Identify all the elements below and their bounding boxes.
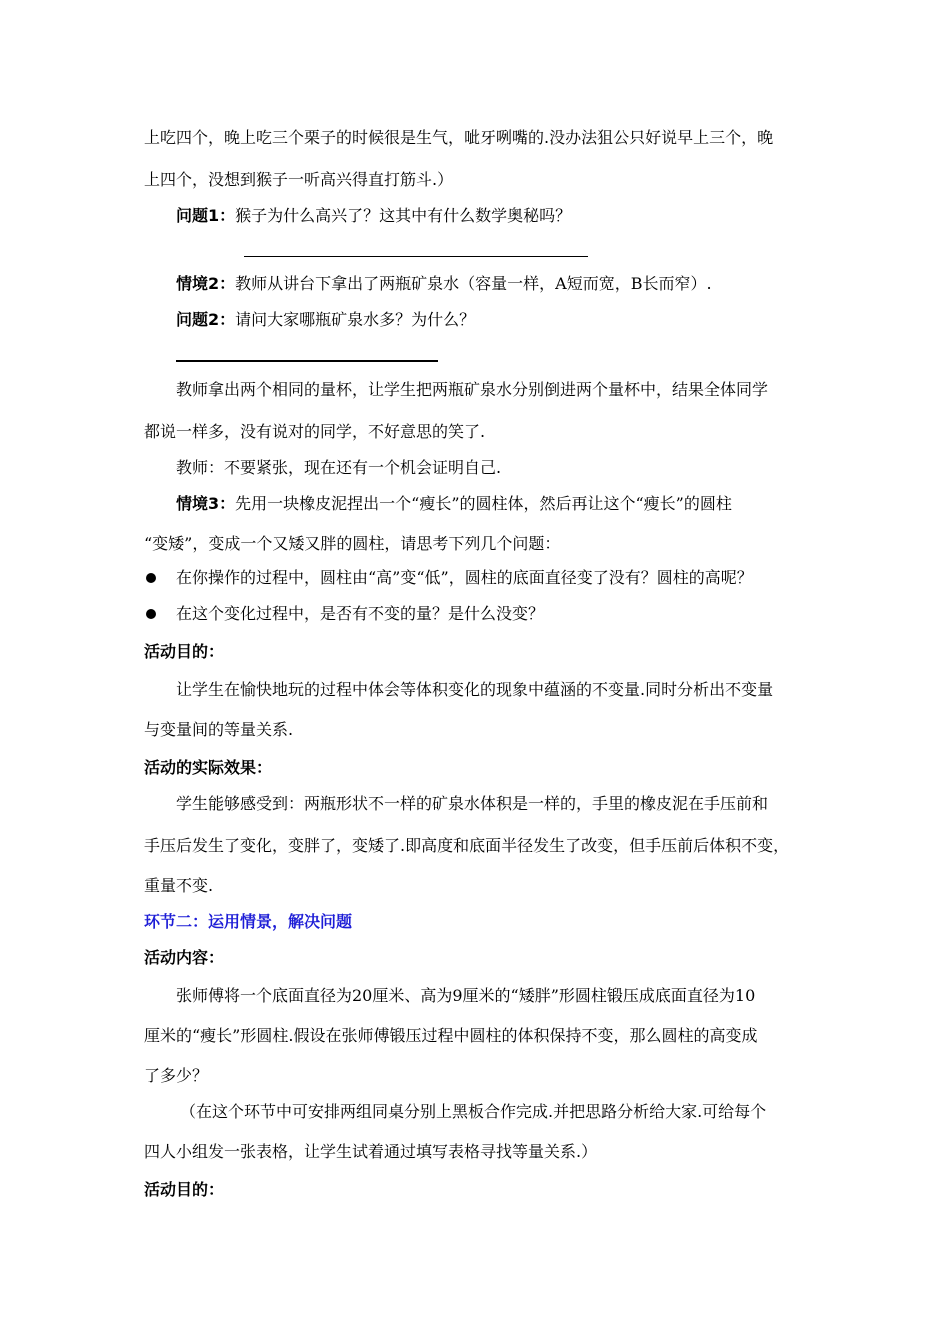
- effect-line-2: 手压后发生了变化，变胖了，变矮了.即高度和底面半径发生了改变，但手压前后体积不变，: [144, 836, 790, 855]
- story-line-2: 上四个，没想到猴子一听高兴得直打筋斗.）: [144, 170, 454, 189]
- question-1-text: 猴子为什么高兴了？这其中有什么数学奥秘吗？: [235, 206, 572, 225]
- note-line-1: （在这个环节中可安排两组同桌分别上黑板合作完成.并把思路分析给大家.可给每个: [180, 1102, 767, 1121]
- question-1-label: 问题1：: [176, 206, 236, 225]
- effect-line-3: 重量不变.: [144, 876, 214, 895]
- situation-3: [176, 494, 732, 514]
- section-2-heading: 环节二：运用情景，解决问题: [144, 912, 353, 931]
- teacher-paragraph-line-2: 都说一样多，没有说对的同学，不好意思的笑了.: [144, 422, 486, 441]
- activity-effect-heading: 活动的实际效果：: [144, 758, 273, 777]
- bullet-item-2: 在这个变化过程中，是否有不变的量？是什么没变？: [176, 604, 545, 623]
- content-line-3: 了多少？: [144, 1066, 209, 1085]
- teacher-paragraph-line-1: 教师拿出两个相同的量杯，让学生把两瓶矿泉水分别倒进两个量杯中，结果全体同学: [176, 380, 769, 399]
- question-2-label: 问题2：: [176, 310, 236, 329]
- answer-line-1: [244, 256, 588, 257]
- activity-goal-heading-2: 活动目的：: [144, 1180, 225, 1199]
- content-line-1: 张师傅将一个底面直径为20厘米、高为9厘米的“矮胖”形圆柱锻压成底面直径为10: [176, 986, 756, 1005]
- activity-content-heading: 活动内容：: [144, 948, 225, 967]
- situation-2-label: 情境2：: [176, 274, 236, 293]
- situation-3-label: 情境3：: [176, 494, 236, 513]
- answer-line-2: [176, 360, 438, 362]
- bullet-dot-1: [146, 573, 156, 583]
- question-2: [176, 310, 475, 330]
- goal-line-1: 让学生在愉快地玩的过程中体会等体积变化的现象中蕴涵的不变量.同时分析出不变量: [176, 680, 774, 699]
- activity-goal-heading: 活动目的：: [144, 642, 225, 661]
- question-1: [176, 206, 571, 226]
- story-line-1: 上吃四个，晚上吃三个栗子的时候很是生气，呲牙咧嘴的.没办法狙公只好说早上三个，晚: [144, 128, 774, 147]
- effect-line-1: 学生能够感受到：两瓶形状不一样的矿泉水体积是一样的，手里的橡皮泥在手压前和: [176, 794, 769, 813]
- situation-3-line-2: “变矮”，变成一个又矮又胖的圆柱，请思考下列几个问题：: [144, 534, 561, 553]
- teacher-say: 教师：不要紧张，现在还有一个机会证明自己.: [176, 458, 502, 477]
- bullet-dot-2: [146, 609, 156, 619]
- situation-2: [176, 274, 712, 294]
- situation-2-text: 教师从讲台下拿出了两瓶矿泉水（容量一样，A短而宽，B长而窄）.: [235, 274, 712, 293]
- goal-line-2: 与变量间的等量关系.: [144, 720, 294, 739]
- content-line-2: 厘米的“瘦长”形圆柱.假设在张师傅锻压过程中圆柱的体积保持不变，那么圆柱的高变成: [144, 1026, 758, 1045]
- question-2-text: 请问大家哪瓶矿泉水多？为什么？: [235, 310, 476, 329]
- note-line-2: 四人小组发一张表格，让学生试着通过填写表格寻找等量关系.）: [144, 1142, 598, 1161]
- bullet-item-1: 在你操作的过程中，圆柱由“高”变“低”，圆柱的底面直径变了没有？圆柱的高呢？: [176, 568, 753, 587]
- situation-3-text: 先用一块橡皮泥捏出一个“瘦长”的圆柱体，然后再让这个“瘦长”的圆柱: [235, 494, 732, 513]
